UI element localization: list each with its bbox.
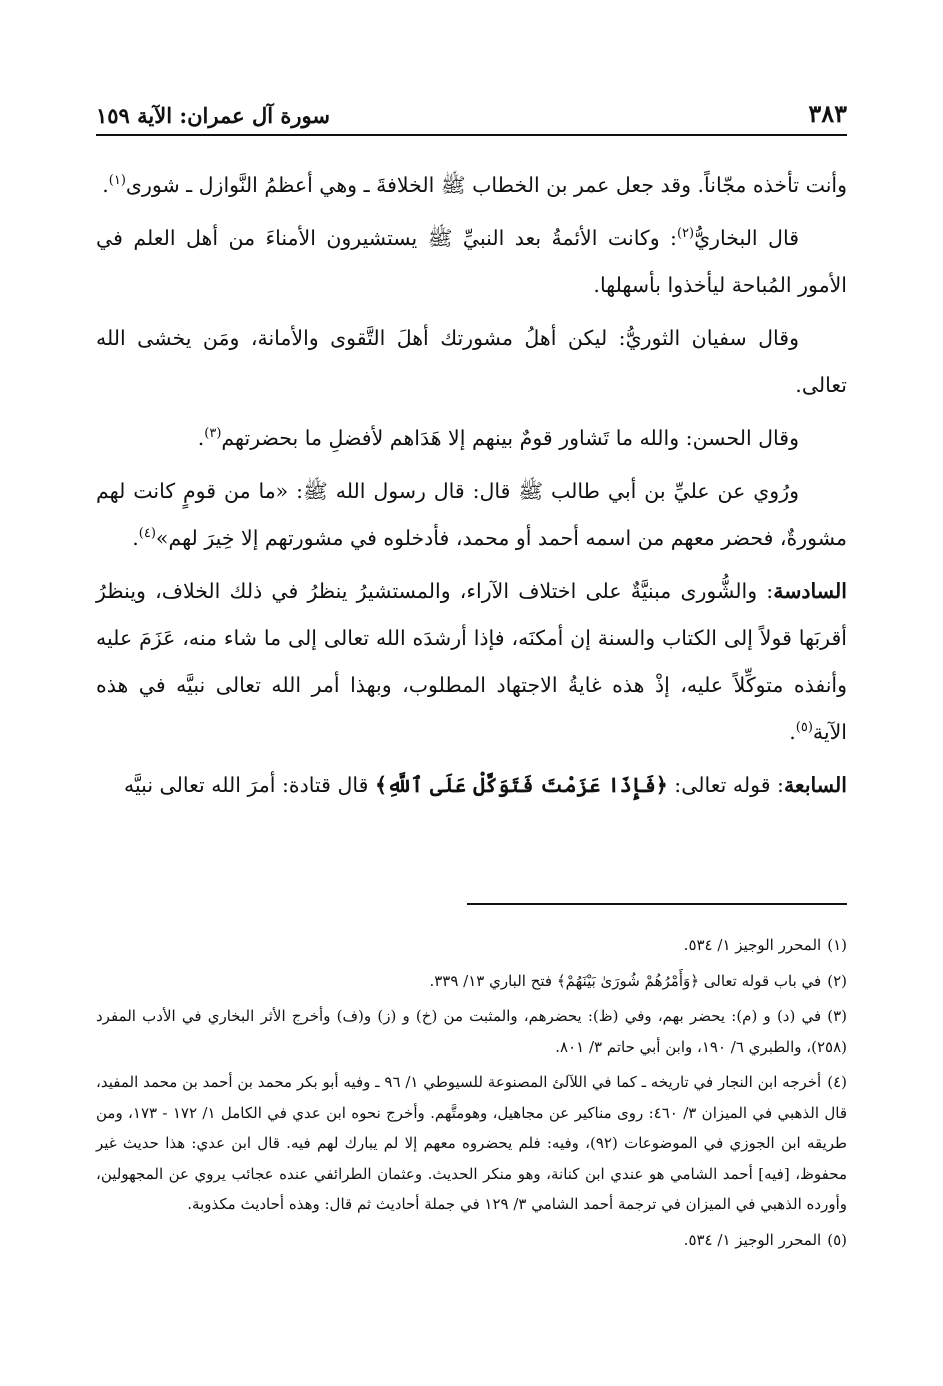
section-label-seventh: السابعة: [783, 773, 847, 797]
paragraph-6-end: .: [789, 720, 796, 744]
footnote-number: (٤): [827, 1073, 847, 1091]
footnote-3: [96, 1001, 847, 1062]
footnote-ref-1: (١): [108, 173, 126, 189]
main-text: [96, 162, 847, 815]
footnote-separator: [467, 903, 847, 905]
paragraph-7: [96, 762, 847, 809]
paragraph-2-text: قال البخاريُّ: [694, 226, 799, 250]
footnote-text: في (د) و (م): يحضر بهم، وفي (ظ): يحضرهم، والمثبت من (خ) و (ز) و(ف) وأخرج الأثر البخاري في الأدب المفرد (٢٥٨)، والطبري ٦/ ١٩٠، وابن أبي حاتم ٣/ ٨٠١.: [96, 1007, 847, 1056]
section-label-sixth: السادسة: [773, 579, 847, 603]
footnote-ref-3: (٣): [204, 426, 222, 442]
footnote-1: [96, 930, 847, 961]
paragraph-4-text: وقال الحسن: والله ما تَشاور قومٌ بينهم إلا هَدَاهم لأفضلِ ما بحضرتهم: [221, 426, 799, 450]
quran-verse: ﴿فَإِذَا عَزَمْتَ فَتَوَكَّلْ عَلَى ٱللَّهِ﴾: [374, 773, 668, 797]
footnote-ref-2: (٢): [676, 226, 695, 242]
paragraph-1-text: وأنت تأخذه مجّاناً. وقد جعل عمر بن الخطاب ﷺ الخلافةَ ـ وهي أعظمُ النَّوازل ـ شورى: [125, 173, 847, 197]
footnote-text: أخرجه ابن النجار في تاريخه ـ كما في اللآلئ المصنوعة للسيوطي ١/ ٩٦ ـ وفيه أبو بكر محمد بن أحمد بن محمد المفيد، قال الذهبي في الميزان ٣/ ٤٦٠: روى مناكير عن مجاهيل، وهومتَّهم. وأخرج نحوه ابن عدي في الكامل ١/ ١٧٢ - ١٧٣، ومن طريقه ابن الجوزي في الموضوعات (٩٢)، وفيه: فلم يحضروه معهم إلا لم يبارك لهم فيه. قال ابن عدي: هذا حديث غير محفوظ، [فيه] أحمد الشامي هو عندي ابن كنانة، وهو منكر الحديث. وعثمان الطرائفي عنده عجائب يروي عن المجهولين، وأورده الذهبي في الميزان في ترجمة أحمد الشامي ٣/ ١٢٩ في جملة أحاديث ثم قال: وهذه أحاديث مكذوبة.: [96, 1073, 848, 1213]
paragraph-1: [96, 162, 847, 209]
footnote-text: المحرر الوجيز ١/ ٥٣٤.: [683, 1230, 822, 1249]
footnote-number: (٣): [827, 1007, 847, 1025]
footnote-text: في باب قوله تعالى ﴿وَأَمْرُهُمْ شُورَىٰ بَيْنَهُمْ﴾ فتح الباري ١٣/ ٣٣٩.: [429, 971, 822, 990]
paragraph-5-end: .: [132, 526, 139, 550]
paragraph-2-rest: : وكانت الأئمةُ بعد النبيِّ ﷺ يستشيرون الأمناءَ من أهل العلم في الأمور المُباحة ليأخذوا بأسهلها.: [96, 226, 847, 297]
footnotes: [96, 930, 847, 1260]
paragraph-4: [96, 415, 847, 462]
paragraph-3: وقال سفيان الثوريُّ: ليكن أهلُ مشورتك أهلَ التَّقوى والأمانة، ومَن يخشى الله تعالى.: [96, 326, 847, 397]
footnote-4: [96, 1067, 847, 1220]
paragraph-6-text: : والشُّورى مبنيَّةٌ على اختلاف الآراء، والمستشيرُ ينظرُ في ذلك الخلاف، وينظرُ أقربَها قولاً إلى الكتاب والسنة إن أمكنَه، فإذا أرشدَه الله تعالى إلى ما شاء منه، عَزَمَ عليه وأنفذه متوكِّلاً عليه، إذْ هذه غايةُ الاجتهاد المطلوب، وبهذا أمر الله تعالى نبيَّه في هذه الآية: [96, 579, 847, 744]
page-header: [96, 90, 847, 136]
paragraph-4-end: .: [197, 426, 205, 450]
footnote-number: (٢): [827, 971, 847, 990]
footnote-ref-5: (٥): [795, 720, 813, 736]
paragraph-2: [96, 215, 847, 309]
footnote-number: (٥): [827, 1230, 847, 1249]
footnote-number: (١): [827, 936, 847, 954]
paragraph-5-text: ورُوي عن عليِّ بن أبي طالب ﷺ قال: قال رسول الله ﷺ: «ما من قومٍ كانت لهم مشورةٌ، فحضر معهم من اسمه أحمد أو محمد، فأدخلوه في مشورتهم إلا خِيرَ لهم»: [96, 479, 847, 550]
paragraph-5: [96, 468, 847, 562]
paragraph-7-text-b: قال قتادة: أمرَ الله تعالى نبيَّه: [123, 773, 375, 797]
footnote-2: [96, 966, 847, 997]
page-number: ٣٨٣: [808, 99, 847, 128]
paragraph-6: [96, 568, 847, 756]
paragraph-1-end: .: [102, 173, 109, 197]
paragraph-7-text-a: : قوله تعالى:: [667, 773, 784, 797]
footnote-ref-4: (٤): [138, 526, 156, 542]
running-title: سورة آل عمران: الآية ١٥٩: [96, 103, 330, 128]
footnote-5: [96, 1225, 847, 1256]
footnote-text: المحرر الوجيز ١/ ٥٣٤.: [683, 936, 822, 954]
